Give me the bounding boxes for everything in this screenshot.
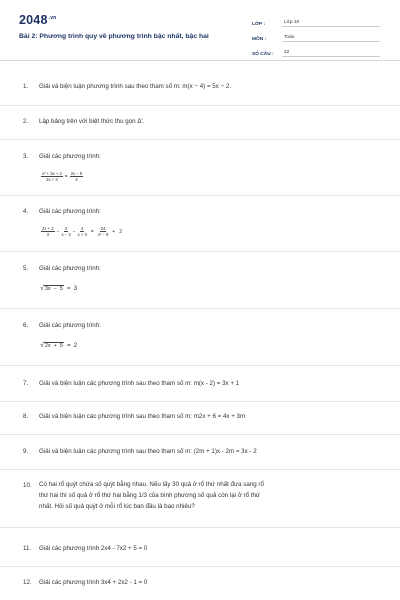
meta-value: 22: [282, 50, 380, 57]
question-divider: [0, 195, 400, 196]
question-text-line: Có hai rổ quýt chứa số quýt bằng nhau. Nếu lấy 30 quả ở rổ thứ nhất đưa sang rổ: [39, 481, 264, 488]
question-number: 1.: [23, 83, 29, 90]
meta-block: [252, 14, 380, 59]
meta-label: MÔN :: [252, 37, 267, 42]
site-logo[interactable]: [19, 13, 56, 27]
question-text: Giải và biện luận các phương trình sau theo tham số m: m2x + 6 = 4x + 3m: [39, 413, 246, 420]
question-number: 10.: [23, 482, 32, 489]
question-text: Lập bảng trên với biệt thức thu gọn Δ'.: [39, 118, 145, 125]
question-number: 4.: [23, 208, 29, 215]
question-divider: [0, 105, 400, 106]
meta-value: Toán: [282, 35, 380, 42]
question-divider: [0, 434, 400, 435]
question-text-line: thứ hai thì số quả ở rổ thứ hai bằng 1/3 của bình phương số quả còn lại ở rổ thứ: [39, 492, 261, 499]
question-number: 2.: [23, 118, 29, 125]
equation: √ 2x + 5 = 2: [40, 342, 78, 349]
question-divider: [0, 365, 400, 366]
question-divider: [0, 566, 400, 567]
question-divider: [0, 527, 400, 528]
document-title: Bài 2: Phương trình quy về phương trình bậc nhất, bậc hai: [19, 33, 209, 40]
question-divider: [0, 308, 400, 309]
fraction: $\frac{24}{\text{x² − 9}}$: [97, 226, 109, 237]
fraction: $\frac{4}{x + 3}$: [77, 226, 87, 237]
logo-text: 2048: [19, 13, 48, 27]
meta-label: SỐ CÂU :: [252, 52, 274, 57]
equation: $\frac{2x + 2}{3}$ − $\frac{3}{x - 3}$ − $\frac{4}{x + 3}$ = $\frac{24}{\text{x² − 9}}$ + 2: [42, 226, 122, 237]
equation: √ 3x − 5 = 3: [40, 285, 78, 292]
meta-subject: [252, 29, 380, 42]
question-number: 9.: [23, 448, 29, 455]
question-text: Giải các phương trình 3x4 + 2x2 - 1 = 0: [39, 579, 148, 586]
question-text: Giải các phương trình 2x4 - 7x2 + 5 = 0: [39, 545, 148, 552]
question-number: 8.: [23, 413, 29, 420]
fraction: $\frac{3}{x - 3}$: [61, 226, 71, 237]
meta-label: LỚP :: [252, 22, 266, 27]
question-text: Giải và biện luận phương trình sau theo tham số m: m(x − 4) = 5x − 2.: [39, 83, 232, 90]
question-number: 12.: [23, 579, 32, 586]
question-number: 5.: [23, 265, 29, 272]
question-text: Giải và biện luận các phương trình sau theo tham số m: (2m + 1)x - 2m = 3x - 2: [39, 448, 257, 455]
fraction: $\frac{\text{x² + 3x + 2}}{2x + 3}$: [42, 171, 62, 182]
square-root: √ 3x − 5: [40, 285, 63, 292]
meta-count: [252, 44, 380, 57]
fraction: $\frac{2x - 5}{4}$: [70, 171, 83, 182]
logo-suffix: .vn: [48, 14, 57, 21]
question-number: 11.: [23, 545, 32, 552]
question-text: Giải và biện luận các phương trình sau theo tham số m: m(x - 2) = 3x + 1: [39, 380, 240, 387]
question-divider: [0, 251, 400, 252]
meta-class: [252, 14, 380, 27]
question-number: 6.: [23, 322, 29, 329]
question-text: Giải các phương trình:: [39, 208, 101, 215]
question-text: Giải các phương trình:: [39, 322, 101, 329]
document-header: [0, 0, 400, 60]
equation: $\frac{\text{x² + 3x + 2}}{2x + 3}$ = $\frac{2x - 5}{4}$: [42, 171, 83, 182]
question-text-line: nhất. Hỏi số quả quýt ở mỗi rổ lúc ban đầu là bao nhiêu?: [39, 503, 195, 510]
question-divider: [0, 139, 400, 140]
square-root: √ 2x + 5: [40, 342, 63, 349]
question-text: Giải các phương trình:: [39, 265, 101, 272]
question-text: Giải các phương trình:: [39, 153, 101, 160]
fraction: $\frac{2x + 2}{3}$: [42, 226, 54, 237]
question-number: 3.: [23, 153, 29, 160]
question-number: 7.: [23, 380, 29, 387]
question-divider: [0, 401, 400, 402]
meta-value: Lớp 10: [282, 20, 380, 27]
question-divider: [0, 469, 400, 470]
header-divider: [0, 60, 400, 61]
